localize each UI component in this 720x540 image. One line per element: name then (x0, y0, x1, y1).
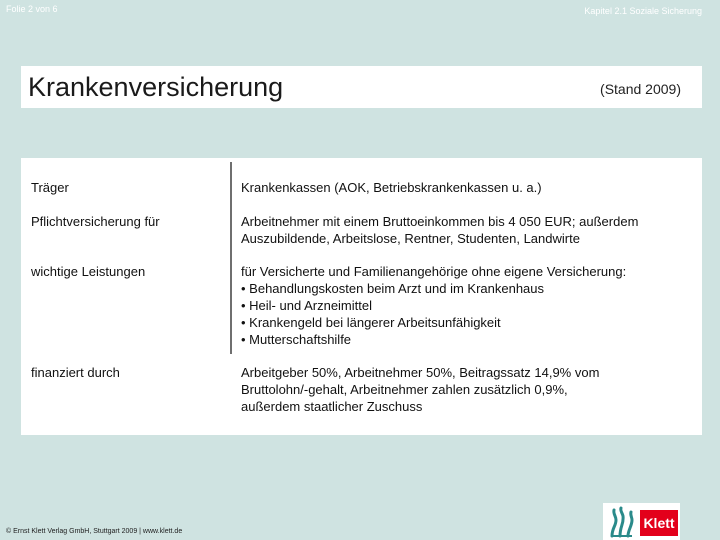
value-line: • Heil- und Arzneimittel (241, 298, 372, 313)
klett-logo[interactable] (603, 503, 680, 540)
row-value-pflichtversicherung (241, 213, 638, 247)
value-line: Bruttolohn/-gehalt, Arbeitnehmer zahlen zusätzlich 0,9%, (241, 382, 568, 397)
slide-number: Folie 2 von 6 (6, 4, 58, 14)
chapter-label: Kapitel 2.1 Soziale Sicherung (584, 6, 702, 16)
value-line: Krankenkassen (AOK, Betriebskrankenkassen u. a.) (241, 180, 542, 195)
row-label-leistungen: wichtige Leistungen (31, 264, 146, 279)
row-label-finanziert: finanziert durch (31, 365, 120, 380)
value-line: • Mutterschaftshilfe (241, 332, 352, 347)
title-box (21, 66, 702, 108)
row-label-traeger: Träger (31, 180, 69, 195)
value-line: Arbeitnehmer mit einem Bruttoeinkommen bis 4 050 EUR; außerdem (241, 214, 639, 229)
info-table (21, 158, 702, 435)
value-line: Auszubildende, Arbeitslose, Rentner, Studenten, Landwirte (241, 231, 580, 246)
value-line: außerdem staatlicher Zuschuss (241, 399, 423, 414)
copyright-footer: © Ernst Klett Verlag GmbH, Stuttgart 2009 | www.klett.de (6, 528, 183, 535)
klett-logo-text: Klett (640, 510, 678, 536)
page-title: Krankenversicherung (28, 72, 284, 102)
value-line: • Krankengeld bei längerer Arbeitsunfähigkeit (241, 315, 501, 330)
row-value-leistungen (241, 263, 626, 348)
value-line: • Behandlungskosten beim Arzt und im Krankenhaus (241, 281, 545, 296)
column-divider (230, 162, 232, 354)
value-line: Arbeitgeber 50%, Arbeitnehmer 50%, Beitragssatz 14,9% vom (241, 365, 600, 380)
value-line: für Versicherte und Familienangehörige ohne eigene Versicherung: (241, 264, 627, 279)
row-value-traeger (241, 179, 542, 196)
row-value-finanziert (241, 364, 599, 415)
klett-tree-icon (608, 506, 638, 538)
row-label-pflichtversicherung: Pflichtversicherung für (31, 214, 160, 229)
stand-label: (Stand 2009) (600, 81, 681, 97)
